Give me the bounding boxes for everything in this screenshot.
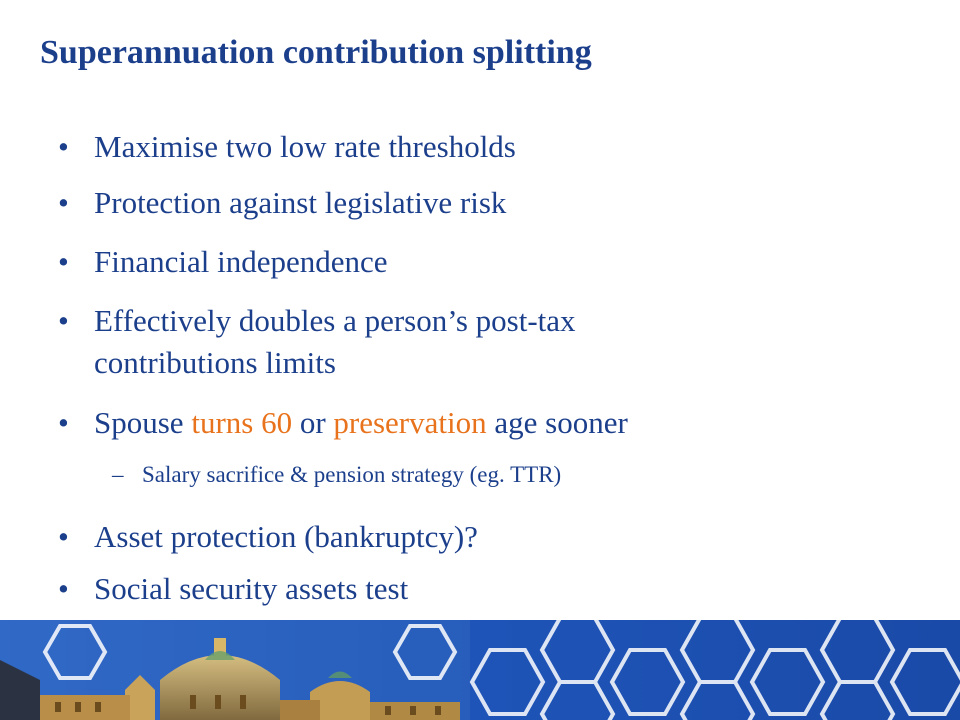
- highlight-turns-60: turns 60: [191, 405, 293, 440]
- bullet-symbol: •: [58, 185, 69, 220]
- bullet-symbol: •: [58, 129, 69, 164]
- bullet-text: Financial independence: [94, 244, 388, 279]
- text-segment: or: [292, 405, 334, 440]
- bullet-text: Protection against legislative risk: [94, 185, 507, 220]
- highlight-preservation: preservation: [333, 405, 487, 440]
- bullet-text-line-1: Effectively doubles a person’s post-tax: [94, 303, 576, 338]
- footer-graphic: [0, 620, 960, 720]
- bullet-symbol: •: [58, 519, 69, 554]
- bullet-symbol: •: [58, 571, 69, 606]
- footer-banner: [0, 620, 960, 720]
- bullet-symbol: •: [58, 244, 69, 279]
- bullet-text: Social security assets test: [94, 571, 409, 606]
- text-segment: age sooner: [486, 405, 628, 440]
- building-illustration: [0, 620, 470, 720]
- bullet-text: Maximise two low rate thresholds: [94, 129, 516, 164]
- bullet-symbol: •: [58, 303, 69, 338]
- text-segment: Spouse: [94, 405, 192, 440]
- sub-bullet-item: [112, 460, 561, 490]
- bullet-symbol: •: [58, 405, 69, 440]
- sub-bullet-dash: –: [112, 462, 124, 487]
- slide-title: Superannuation contribution splitting: [40, 34, 592, 71]
- sub-bullet-text: Salary sacrifice & pension strategy (eg. TTR): [142, 462, 562, 487]
- bullet-text-line-2: contributions limits: [94, 345, 336, 380]
- bullet-text: [94, 404, 628, 442]
- bullet-text: Asset protection (bankruptcy)?: [94, 519, 478, 554]
